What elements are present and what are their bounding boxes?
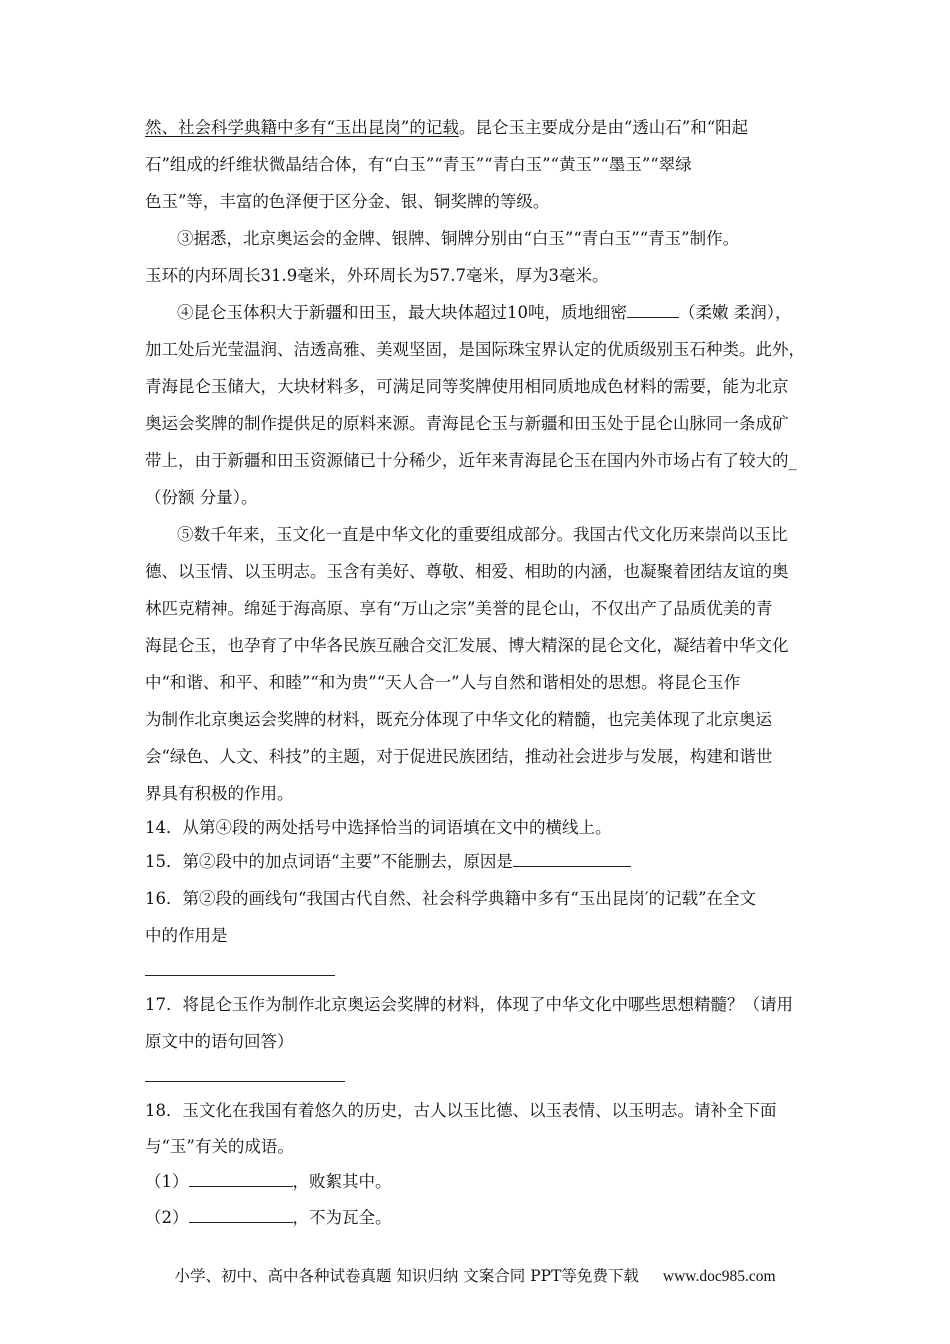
passage-line: 海昆仑玉，也孕育了中华各民族互融合交汇发展、博大精深的昆仑文化，凝结着中华文化 bbox=[145, 636, 789, 655]
answer-blank[interactable] bbox=[189, 1170, 293, 1187]
question-16-cont: 中的作用是 bbox=[145, 926, 228, 945]
page-footer bbox=[0, 1264, 950, 1286]
question-18-cont: 与“玉”有关的成语。 bbox=[145, 1137, 294, 1156]
passage-line: 中“和谐、和平、和睦”“和为贵”“天人合一”人与自然和谐相处的思想。将昆仑玉作 bbox=[145, 673, 741, 692]
passage-line: ④昆仑玉体积大于新疆和田玉，最大块体超过10吨，质地细密 （柔嫩 柔润）， bbox=[177, 303, 792, 322]
passage-line: 林匹克精神。绵延于海高原、享有“万山之宗”美誉的昆仑山，不仅出产了品质优美的青 bbox=[145, 599, 773, 618]
passage-line: 色玉”等，丰富的色泽便于区分金、银、铜奖牌的等级。 bbox=[145, 192, 550, 211]
answer-blank[interactable] bbox=[189, 1206, 293, 1223]
question-18: 18．玉文化在我国有着悠久的历史，古人以玉比德、以玉表情、以玉明志。请补全下面 bbox=[145, 1101, 777, 1120]
passage-line: 石”组成的纤维状微晶结合体，有“白玉”“青玉”“青白玉”“黄玉”“墨玉”“翠绿 bbox=[145, 155, 692, 174]
passage-line: 界具有积极的作用。 bbox=[145, 784, 294, 803]
question-15: 15．第②段中的加点词语“主要”不能删去，原因是 bbox=[145, 850, 815, 874]
passage-line: 为制作北京奥运会奖牌的材料，既充分体现了中华文化的精髓，也完美体现了北京奥运 bbox=[145, 710, 772, 729]
question-17: 17．将昆仑玉作为制作北京奥运会奖牌的材料，体现了中华文化中哪些思想精髓？（请用 bbox=[145, 995, 793, 1014]
passage-line: 然、社会科学典籍中多有“玉出昆岗”的记载。昆仑玉主要成分是由“透山石”和“阳起 bbox=[145, 118, 749, 137]
question-17-cont: 原文中的语句回答） bbox=[145, 1032, 294, 1051]
answer-line[interactable] bbox=[145, 975, 335, 976]
underlined-sentence: 然、社会科学典籍中多有“玉出昆岗”的记载 bbox=[145, 118, 459, 137]
passage-line: ⑤数千年来，玉文化一直是中华文化的重要组成部分。我国古代文化历来崇尚以玉比 bbox=[177, 525, 788, 544]
answer-line[interactable] bbox=[145, 1081, 345, 1082]
passage-line: ③据悉，北京奥运会的金牌、银牌、铜牌分别由“白玉”“青白玉”“青玉”制作。 bbox=[177, 229, 740, 248]
passage-line: 奥运会奖牌的制作提供足的原料来源。青海昆仑玉与新疆和田玉处于昆仑山脉同一条成矿 bbox=[145, 414, 789, 433]
question-16: 16．第②段的画线句“我国古代自然、社会科学典籍中多有“玉出昆岗′的记载”在全文 bbox=[145, 889, 757, 908]
footer-text: 小学、初中、高中各种试卷真题 知识归纳 文案合同 PPT等免费下载 bbox=[174, 1267, 639, 1285]
passage-line: （份额 分量）。 bbox=[145, 488, 258, 507]
answer-blank[interactable] bbox=[513, 850, 631, 867]
idiom-item-1: （1） ，败絮其中。 bbox=[145, 1172, 392, 1191]
passage-line: 带上，由于新疆和田玉资源储已十分稀少，近年来青海昆仑玉在国内外市场占有了较大的_ bbox=[145, 451, 797, 470]
passage-line: 加工处后光莹温润、洁透高雅、美观坚固，是国际珠宝界认定的优质级别玉石种类。此外， bbox=[145, 340, 805, 359]
passage-line: 青海昆仑玉储大，大块材料多，可满足同等奖牌使用相同质地成色材料的需要，能为北京 bbox=[145, 377, 789, 396]
footer-url[interactable]: www.doc985.com bbox=[662, 1268, 776, 1285]
idiom-item-2: （2） ，不为瓦全。 bbox=[145, 1208, 392, 1227]
answer-blank[interactable] bbox=[627, 301, 679, 318]
passage-line: 德、以玉情、以玉明志。玉含有美好、尊敬、相爱、相助的内涵，也凝聚着团结友谊的奥 bbox=[145, 562, 789, 581]
passage-line: 玉环的内环周长31.9毫米，外环周长为57.7毫米，厚为3毫米。 bbox=[145, 266, 609, 285]
question-14: 14．从第④段的两处括号中选择恰当的词语填在文中的横线上。 bbox=[145, 818, 612, 837]
passage-line: 会“绿色、人文、科技”的主题，对于促进民族团结，推动社会进步与发展，构建和谐世 bbox=[145, 747, 773, 766]
